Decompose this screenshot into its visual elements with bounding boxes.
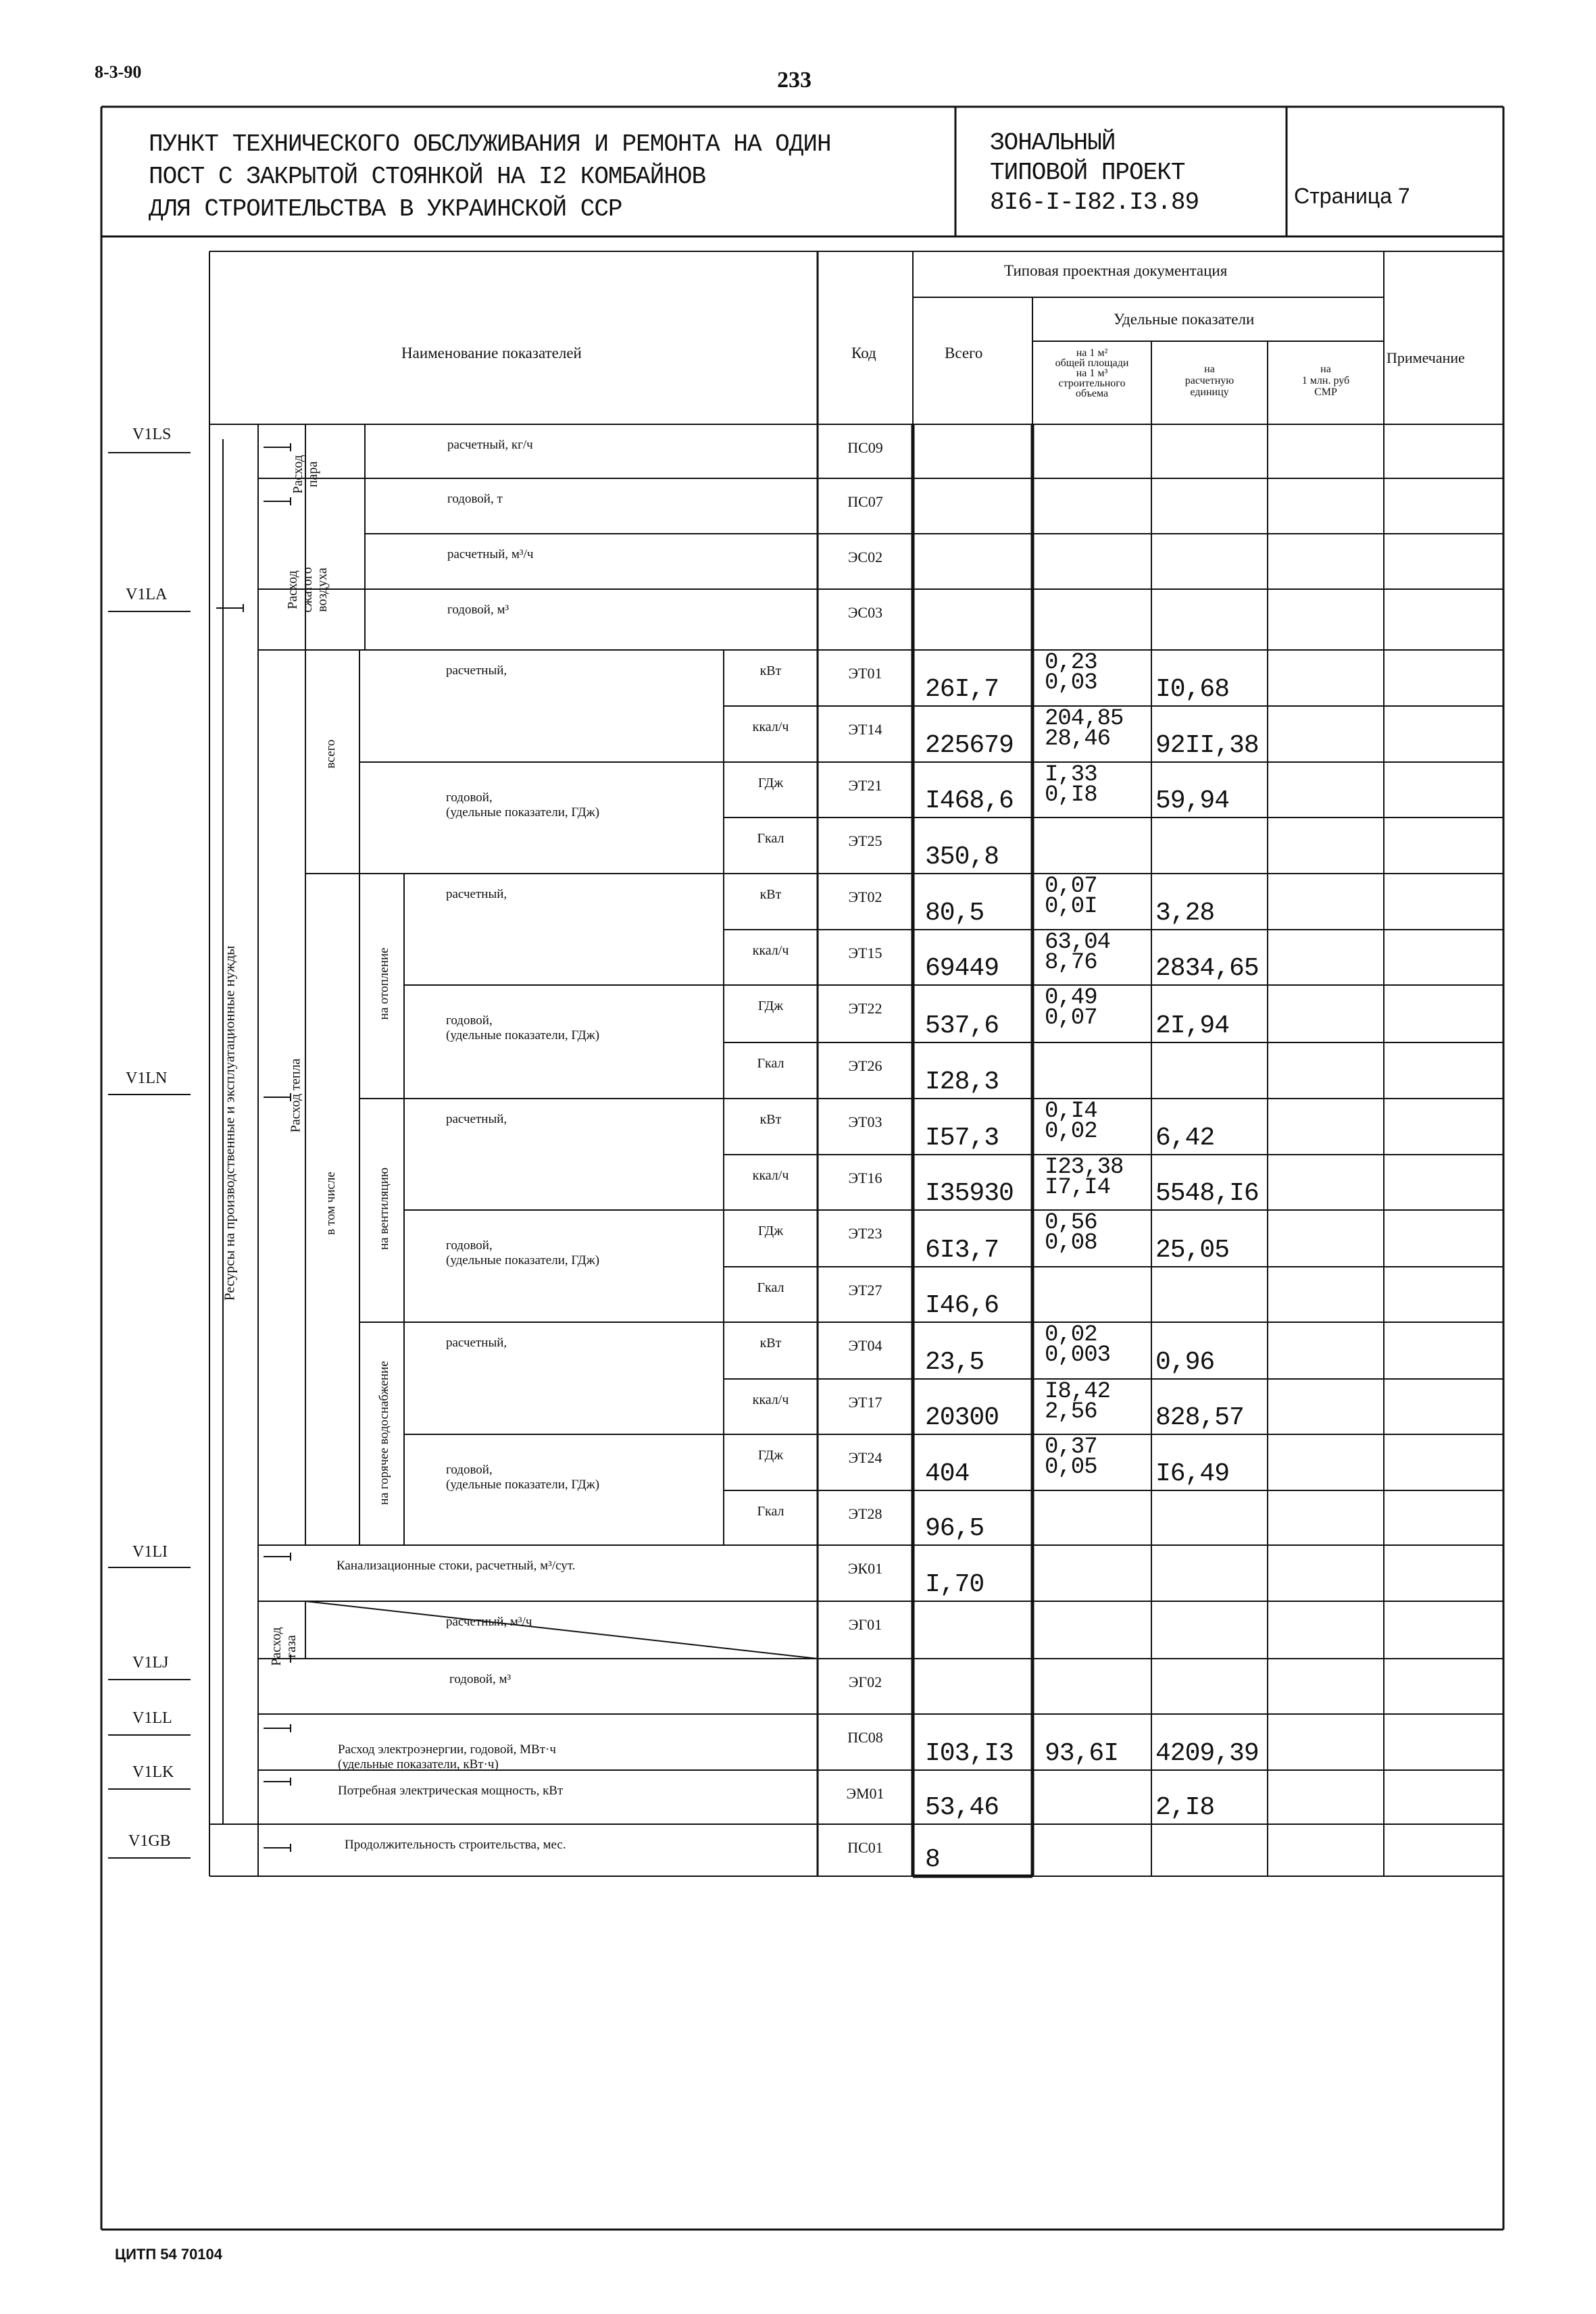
row-code: ПС09 — [847, 439, 883, 456]
row-unit: Гкал — [757, 1280, 784, 1295]
sheet-number: Страница 7 — [1294, 184, 1410, 208]
header-total: Всего — [945, 345, 983, 361]
project-title-line: ДЛЯ СТРОИТЕЛЬСТВА В УКРАИНСКОЙ ССР — [149, 195, 622, 223]
header-per-unit-line: единицу — [1190, 386, 1229, 398]
row-total: 404 — [925, 1459, 970, 1488]
row-label: Потребная электрическая мощность, кВт — [338, 1784, 564, 1798]
row-total: 53,46 — [925, 1793, 999, 1822]
row-label: Продолжительность строительства, мес. — [345, 1838, 566, 1852]
header-per-mln — [1268, 363, 1384, 398]
level-label: V1LK — [132, 1763, 174, 1781]
row-total: 8 — [925, 1845, 940, 1874]
page-number: 233 — [777, 68, 812, 93]
row-unit-value: 59,94 — [1155, 786, 1230, 815]
header-note: Примечание — [1387, 349, 1465, 366]
header-per-mln-line: 1 млн. руб — [1301, 375, 1350, 386]
row-code: ЭТ14 — [848, 721, 882, 738]
row-unit: ккал/ч — [752, 1392, 789, 1407]
group-gas — [269, 1619, 299, 1674]
header-per-area-line: на 1 м² — [1076, 347, 1108, 359]
level-label: V1LJ — [132, 1654, 169, 1671]
row-label: годовой, (удельные показатели, ГДж) — [446, 1463, 600, 1492]
header-per-area-line: на 1 м³ — [1076, 368, 1108, 379]
row-code: ЭГ02 — [848, 1674, 882, 1690]
row-unit-value: I0,68 — [1155, 675, 1230, 704]
row-unit: кВт — [759, 1112, 782, 1127]
project-title-line: ПУНКТ ТЕХНИЧЕСКОГО ОБСЛУЖИВАНИЯ И РЕМОНТА НА ОДИН — [149, 130, 831, 158]
row-total: I35930 — [925, 1179, 1014, 1208]
level-label: V1LI — [132, 1543, 168, 1561]
row-label: годовой, м³ — [447, 603, 509, 617]
row-total: I57,3 — [925, 1124, 999, 1153]
header-per-area-line: общей площади — [1055, 357, 1129, 369]
group-gas-line: Расход — [269, 1627, 284, 1666]
row-total: 20300 — [925, 1403, 999, 1432]
header-code: Код — [851, 345, 876, 361]
row-unit-value: 2,I8 — [1155, 1793, 1215, 1822]
group-heat: Расход тепла — [288, 1058, 303, 1133]
project-code: 8I6-I-I82.I3.89 — [990, 188, 1199, 216]
row-code: ЭМ01 — [846, 1785, 884, 1802]
group-including: в том числе — [324, 1172, 338, 1235]
row-code: ЭТ23 — [848, 1225, 882, 1242]
row-total: 23,5 — [925, 1348, 984, 1377]
row-area: 0,07 0,0I — [1045, 874, 1097, 920]
row-total: I03,I3 — [925, 1739, 1014, 1768]
group-air — [285, 546, 330, 634]
row-area: 0,49 0,07 — [1045, 985, 1097, 1031]
row-label: расчетный, кг/ч — [447, 438, 533, 452]
row-total: 537,6 — [925, 1011, 999, 1040]
row-code: ЭТ01 — [848, 665, 882, 682]
header-documentation: Типовая проектная документация — [1004, 262, 1228, 279]
row-total: 350,8 — [925, 842, 999, 872]
group-air-line: сжатого — [300, 567, 315, 613]
header-per-mln-line: СМР — [1314, 386, 1337, 398]
row-unit: ГДж — [757, 999, 784, 1013]
row-code: ПС08 — [847, 1729, 883, 1746]
row-unit: ккал/ч — [752, 720, 789, 734]
group-gas-line: газа — [284, 1635, 299, 1658]
row-code: ЭТ17 — [848, 1394, 882, 1411]
row-label: расчетный, — [446, 1112, 507, 1126]
row-unit: ккал/ч — [752, 943, 789, 958]
header-per-area-line: объема — [1075, 388, 1109, 399]
row-unit-value: 2834,65 — [1155, 954, 1259, 983]
footer-code: ЦИТП 54 70104 — [115, 2246, 223, 2263]
row-label: Канализационные стоки, расчетный, м³/сут. — [336, 1559, 576, 1573]
row-unit: Гкал — [757, 1504, 784, 1519]
row-code: ЭТ26 — [848, 1057, 882, 1074]
row-unit-value: I6,49 — [1155, 1459, 1230, 1488]
row-code: ЭК01 — [847, 1560, 883, 1577]
row-unit-value: 2I,94 — [1155, 1011, 1230, 1040]
project-title — [149, 128, 831, 226]
row-label: расчетный, — [446, 887, 507, 901]
row-total: 96,5 — [925, 1514, 984, 1543]
row-area: 204,85 28,46 — [1045, 706, 1124, 752]
row-code: ЭТ02 — [848, 888, 882, 905]
row-label: годовой, (удельные показатели, ГДж) — [446, 1013, 600, 1042]
row-code: ЭТ24 — [848, 1449, 882, 1466]
row-unit-value: 92II,38 — [1155, 731, 1259, 760]
row-code: ЭТ03 — [848, 1113, 882, 1130]
level-label: V1LA — [126, 586, 168, 603]
row-total: 69449 — [925, 954, 999, 983]
row-code: ЭТ21 — [848, 777, 882, 794]
row-total: 80,5 — [925, 899, 984, 928]
level-label: V1GB — [128, 1832, 171, 1850]
row-total: 26I,7 — [925, 675, 999, 704]
group-air-line: воздуха — [315, 568, 330, 612]
project-type — [990, 128, 1199, 218]
row-label: Расход электроэнергии, годовой, МВт·ч (удельные показатели, кВт·ч) — [338, 1742, 556, 1771]
row-total: 225679 — [925, 731, 1014, 760]
row-unit: ГДж — [757, 1448, 784, 1463]
row-unit: кВт — [759, 887, 782, 902]
row-unit-value: 25,05 — [1155, 1236, 1230, 1265]
row-area: 93,6I — [1045, 1739, 1119, 1768]
row-area: I23,38 I7,I4 — [1045, 1155, 1124, 1201]
row-total: I,70 — [925, 1570, 984, 1599]
row-unit: ккал/ч — [752, 1168, 789, 1183]
grid-line — [305, 1601, 818, 1659]
header-per-unit-line: расчетную — [1184, 375, 1235, 386]
row-label: годовой, м³ — [449, 1672, 512, 1686]
row-unit: кВт — [759, 1336, 782, 1351]
row-unit-value: 5548,I6 — [1155, 1179, 1259, 1208]
header-per-area — [1032, 348, 1151, 399]
row-unit: Гкал — [757, 831, 784, 846]
row-code: ПС07 — [847, 493, 883, 510]
level-label: V1LS — [132, 426, 172, 443]
group-steam — [291, 441, 320, 508]
row-area: 0,02 0,003 — [1045, 1322, 1111, 1368]
row-code: ЭГ01 — [848, 1616, 882, 1633]
row-unit: ГДж — [757, 776, 784, 790]
row-unit-value: 6,42 — [1155, 1124, 1215, 1153]
row-label: расчетный, м³/ч — [447, 547, 534, 561]
row-label: годовой, (удельные показатели, ГДж) — [446, 790, 600, 820]
group-hot-water: на горячее водоснабжение — [377, 1361, 391, 1505]
row-label: расчетный, — [446, 1336, 507, 1350]
row-code: ЭТ15 — [848, 945, 882, 961]
header-per-unit — [1151, 363, 1268, 398]
header-per-unit-line: на — [1204, 363, 1215, 375]
header-per-area-line: строительного — [1058, 378, 1126, 389]
row-area: 0,37 0,05 — [1045, 1434, 1097, 1480]
row-area: I,33 0,I8 — [1045, 762, 1097, 808]
group-heating: на отопление — [377, 947, 391, 1020]
row-unit-value: 0,96 — [1155, 1348, 1215, 1377]
group-total: всего — [324, 739, 338, 769]
row-unit: ГДж — [757, 1224, 784, 1238]
group-resources: Ресурсы на производственные и эксплуатационные нужды — [221, 945, 238, 1301]
row-area: 0,I4 0,02 — [1045, 1099, 1097, 1145]
project-title-line: ПОСТ С ЗАКРЫТОЙ СТОЯНКОЙ НА I2 КОМБАЙНОВ — [149, 163, 706, 191]
row-unit: Гкал — [757, 1056, 784, 1071]
row-unit-value: 828,57 — [1155, 1403, 1244, 1432]
header-name: Наименование показателей — [401, 345, 582, 361]
row-label: годовой, (удельные показатели, ГДж) — [446, 1238, 600, 1267]
header-per-mln-line: на — [1320, 363, 1331, 375]
row-code: ЭТ16 — [848, 1169, 882, 1186]
row-area: 63,04 8,76 — [1045, 930, 1111, 976]
row-area: 0,23 0,03 — [1045, 650, 1097, 696]
row-code: ЭТ25 — [848, 832, 882, 849]
group-steam-line: Расход — [291, 455, 305, 494]
row-area: I8,42 2,56 — [1045, 1379, 1111, 1425]
level-label: V1LN — [126, 1070, 168, 1087]
top-left-code: 8-3-90 — [95, 62, 142, 82]
row-code: ЭТ22 — [848, 1000, 882, 1017]
row-area: 0,56 0,08 — [1045, 1210, 1097, 1256]
row-label: годовой, т — [447, 492, 503, 506]
row-total: I28,3 — [925, 1067, 999, 1097]
row-unit-value: 3,28 — [1155, 899, 1215, 928]
group-steam-line: пара — [305, 461, 320, 488]
row-total: I46,6 — [925, 1291, 999, 1320]
row-code: ЭС03 — [847, 604, 883, 621]
level-label: V1LL — [132, 1709, 172, 1727]
header-specific: Удельные показатели — [1114, 311, 1255, 328]
row-label: расчетный, м³/ч — [446, 1615, 532, 1629]
row-code: ЭТ27 — [848, 1282, 882, 1299]
row-total: I468,6 — [925, 786, 1014, 815]
project-type-line: ЗОНАЛЬНЫЙ — [990, 129, 1116, 157]
row-code: ЭТ28 — [848, 1505, 882, 1522]
row-unit: кВт — [759, 663, 782, 678]
row-unit-value: 4209,39 — [1155, 1739, 1259, 1768]
row-total: 6I3,7 — [925, 1236, 999, 1265]
project-type-line: ТИПОВОЙ ПРОЕКТ — [990, 159, 1185, 186]
group-air-line: Расход — [285, 570, 300, 609]
row-code: ПС01 — [847, 1839, 883, 1856]
row-code: ЭС02 — [847, 549, 883, 565]
group-ventilation: на вентиляцию — [377, 1167, 391, 1251]
row-label: расчетный, — [446, 663, 507, 678]
row-code: ЭТ04 — [848, 1337, 882, 1354]
